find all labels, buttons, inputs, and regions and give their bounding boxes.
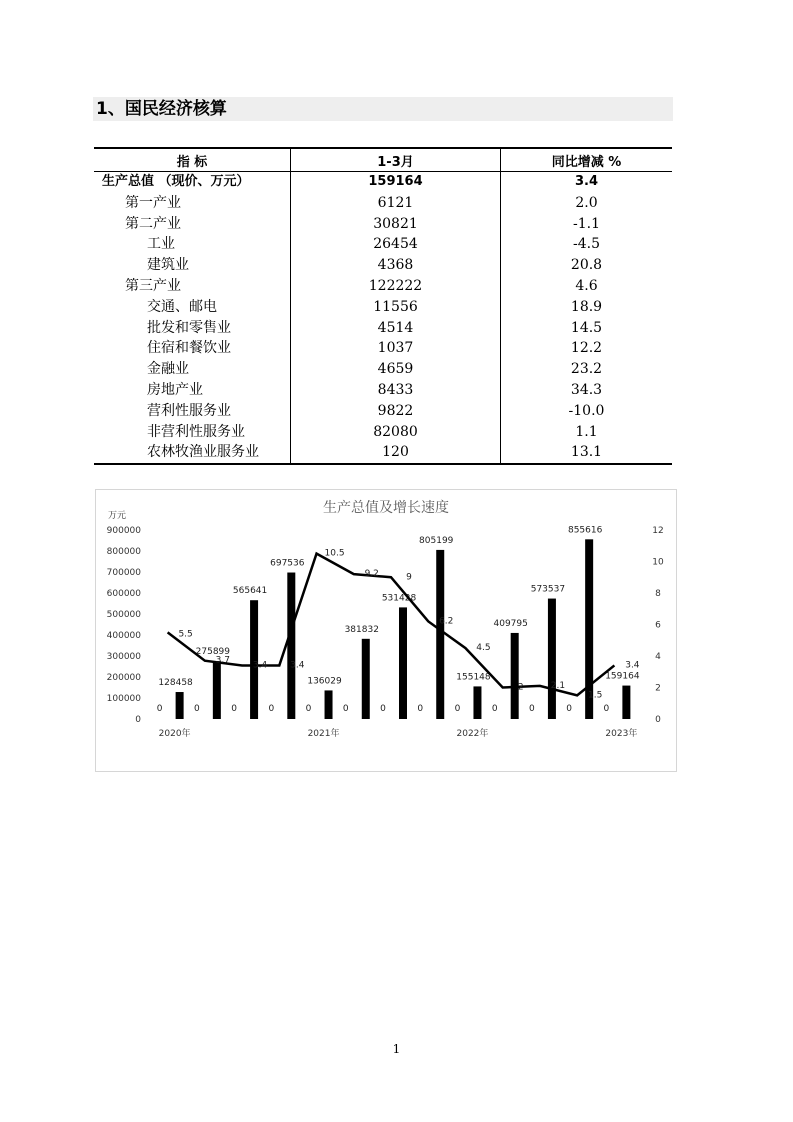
row-indicator: 金融业 — [94, 359, 291, 380]
x-tick-label: 2022年 — [456, 729, 489, 739]
growth-label: 9.2 — [364, 569, 379, 580]
growth-label: 3.4 — [252, 660, 268, 671]
row-change: 4.6 — [575, 277, 598, 294]
row-value: 8433 — [291, 380, 501, 401]
bar — [325, 690, 333, 719]
x-tick-label: 2023年 — [605, 729, 638, 739]
y-tick-label: 200000 — [106, 673, 141, 683]
zero-label: 0 — [491, 704, 498, 714]
gdp-chart — [95, 489, 677, 772]
bar-value-label: 855616 — [567, 525, 603, 536]
row-change: 2.0 — [575, 194, 598, 211]
y-tick-label: 600000 — [106, 589, 141, 599]
chart-marks — [107, 525, 664, 739]
row-value: 120 — [291, 442, 501, 464]
growth-label: 9 — [406, 572, 412, 583]
row-indicator: 非营利性服务业 — [94, 422, 291, 443]
row-value: 26454 — [291, 234, 501, 255]
zero-label: 0 — [156, 704, 163, 714]
bar-value-label: 565641 — [232, 586, 268, 597]
growth-label: 1.5 — [587, 690, 603, 701]
bar — [473, 686, 481, 719]
growth-label: 4.5 — [476, 643, 491, 654]
bar-value-label: 381832 — [344, 624, 379, 635]
row-value: 4659 — [291, 359, 501, 380]
row-value: 11556 — [291, 297, 501, 318]
zero-label: 0 — [417, 704, 424, 714]
growth-line — [168, 554, 615, 696]
y2-tick-label: 2 — [655, 683, 661, 694]
row-change: 20.8 — [570, 257, 603, 274]
growth-label: 2.1 — [550, 680, 566, 691]
row-value: 122222 — [291, 276, 501, 297]
gdp-table — [94, 147, 672, 465]
table-row — [94, 422, 672, 443]
bar-value-label: 275899 — [195, 647, 231, 658]
row-change: 34.3 — [570, 381, 603, 398]
row-indicator: 批发和零售业 — [94, 318, 291, 339]
row-indicator: 工业 — [94, 234, 291, 255]
table-row — [94, 234, 672, 255]
bar — [548, 599, 556, 719]
bar — [436, 550, 444, 719]
row-value: 4368 — [291, 255, 501, 276]
zero-label: 0 — [566, 704, 573, 714]
bar-value-label: 159164 — [605, 671, 640, 682]
table-body — [94, 172, 672, 465]
row-indicator: 交通、邮电 — [94, 297, 291, 318]
y2-tick-label: 6 — [655, 620, 661, 631]
row-value: 9822 — [291, 401, 501, 422]
growth-label: 3.4 — [625, 660, 640, 671]
growth-label: 3.7 — [215, 655, 231, 666]
y2-tick-label: 10 — [652, 557, 664, 568]
table-row — [94, 193, 672, 214]
table-row — [94, 338, 672, 359]
row-indicator: 第三产业 — [94, 276, 291, 297]
header-indicator: 指 标 — [94, 148, 291, 172]
y-tick-label: 400000 — [106, 631, 141, 641]
x-tick-label: 2020年 — [158, 729, 191, 739]
y-tick-label: 0 — [135, 715, 141, 725]
table-row — [94, 276, 672, 297]
bar — [213, 661, 221, 719]
bar-value-label: 136029 — [307, 676, 342, 687]
row-change: 12.2 — [570, 340, 603, 357]
growth-label: 10.5 — [324, 548, 345, 559]
bar — [622, 686, 630, 719]
zero-label: 0 — [268, 704, 275, 714]
row-indicator: 营利性服务业 — [94, 401, 291, 422]
bar — [399, 607, 407, 719]
bar — [287, 573, 295, 719]
growth-label: 5.5 — [178, 629, 193, 640]
bar-value-label: 573537 — [530, 584, 566, 595]
header-period: 1-3月 — [291, 148, 501, 172]
zero-label: 0 — [231, 704, 237, 714]
row-value: 4514 — [291, 318, 501, 339]
zero-label: 0 — [380, 704, 386, 714]
row-indicator: 住宿和餐饮业 — [94, 338, 291, 359]
row-value: 159164 — [291, 172, 501, 193]
y2-tick-label: 0 — [655, 715, 661, 725]
table-row — [94, 442, 672, 464]
table-row — [94, 380, 672, 401]
header-change: 同比增减 % — [501, 148, 673, 172]
row-change: 23.2 — [570, 361, 603, 378]
y2-tick-label: 8 — [655, 589, 661, 599]
zero-label: 0 — [342, 704, 349, 714]
zero-label: 0 — [193, 704, 200, 714]
table-row — [94, 359, 672, 380]
table-row — [94, 214, 672, 235]
y-tick-label: 500000 — [106, 610, 141, 620]
bar — [511, 633, 519, 719]
row-change: -1.1 — [573, 215, 600, 232]
bar-value-label: 128458 — [158, 678, 193, 689]
row-indicator: 房地产业 — [94, 380, 291, 401]
bar-value-label: 697536 — [270, 558, 305, 569]
growth-label: 2 — [517, 682, 524, 693]
page-number: 1 — [392, 1042, 401, 1056]
bar-value-label: 155148 — [456, 672, 491, 683]
row-value: 30821 — [291, 214, 501, 235]
y2-tick-label: 12 — [652, 526, 664, 536]
row-indicator: 生产总值 （现价、万元） — [94, 172, 291, 193]
bar — [362, 639, 370, 719]
row-indicator: 农林牧渔业服务业 — [94, 442, 291, 464]
y-axis-unit: 万元 — [108, 511, 127, 521]
zero-label: 0 — [603, 704, 610, 714]
y-tick-label: 300000 — [106, 652, 141, 662]
y-tick-label: 100000 — [106, 694, 141, 704]
y-tick-label: 700000 — [106, 568, 141, 578]
bar — [176, 692, 184, 719]
row-value: 6121 — [291, 193, 501, 214]
y-tick-label: 800000 — [106, 547, 141, 557]
growth-label: 6.2 — [439, 616, 454, 627]
row-change: 13.1 — [501, 442, 673, 464]
bar-value-label: 805199 — [419, 535, 454, 546]
row-indicator: 第一产业 — [94, 193, 291, 214]
table-header-row — [94, 148, 672, 172]
row-change: -10.0 — [568, 402, 605, 419]
y-tick-label: 900000 — [106, 526, 141, 536]
x-tick-label: 2021年 — [307, 729, 340, 739]
zero-label: 0 — [305, 704, 312, 714]
section-heading: 1、国民经济核算 — [93, 97, 673, 121]
table-row — [94, 172, 672, 193]
chart-title: 生产总值及增长速度 — [323, 500, 449, 516]
chart-svg — [96, 490, 676, 771]
row-value: 82080 — [291, 422, 501, 443]
table-row — [94, 255, 672, 276]
row-change: -4.5 — [573, 236, 600, 253]
table-row — [94, 297, 672, 318]
zero-label: 0 — [529, 704, 535, 714]
zero-label: 0 — [454, 704, 461, 714]
table-row — [94, 318, 672, 339]
row-change: 1.1 — [575, 423, 598, 440]
row-value: 1037 — [291, 338, 501, 359]
row-change: 3.4 — [574, 174, 599, 189]
row-indicator: 第二产业 — [94, 214, 291, 235]
bar-value-label: 531428 — [381, 593, 417, 604]
row-indicator: 建筑业 — [94, 255, 291, 276]
row-change: 14.5 — [570, 319, 603, 336]
table-row — [94, 401, 672, 422]
growth-label: 3.4 — [290, 660, 305, 671]
bar-value-label: 409795 — [493, 618, 528, 629]
y2-tick-label: 4 — [655, 652, 661, 662]
row-change: 18.9 — [570, 298, 603, 315]
